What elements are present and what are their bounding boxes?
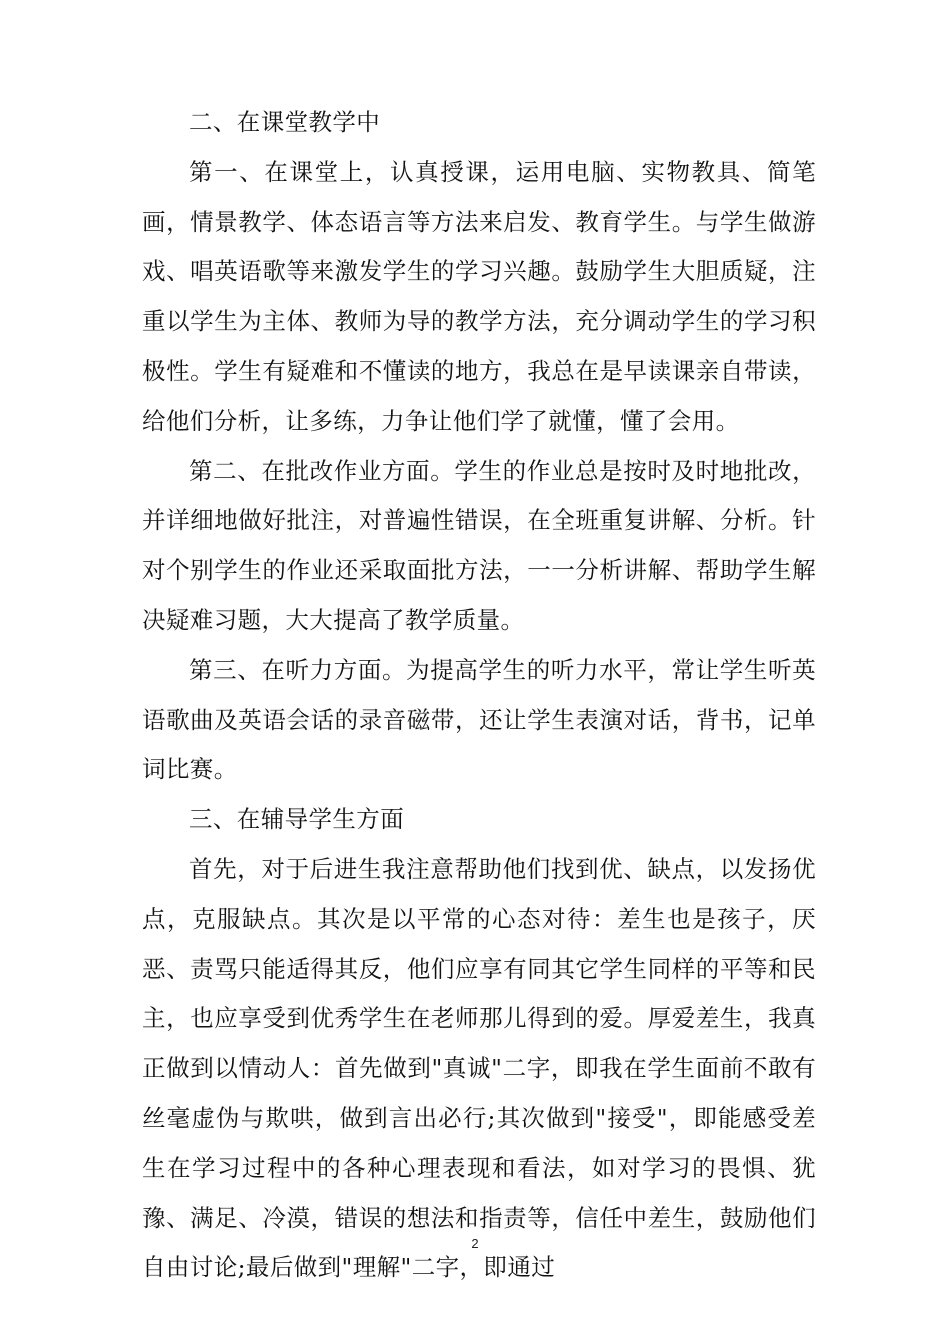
paragraph-tutoring: 首先，对于后进生我注意帮助他们找到优、缺点，以发扬优点，克服缺点。其次是以平常的心态对待：差生也是孩子，厌恶、责骂只能适得其反，他们应享有同其它学生同样的平等和民主，也应享受到优秀学生在老师那儿得到的爱。厚爱差生，我真正做到以情动人：首先做到"真诚"二字，即我在学生面前不敢有丝毫虚伪与欺哄，做到言出必行;其次做到"接受"，即能感受差生在学习过程中的各种心理表现和看法，如对学习的畏惧、犹豫、满足、冷漠，错误的想法和指责等，信任中差生，鼓励他们自由讨论;最后做到"理解"二字，即通过 — [142, 854, 816, 1282]
paragraph-listening: 第三、在听力方面。为提高学生的听力水平，常让学生听英语歌曲及英语会话的录音磁带，还让学生表演对话，背书，记单词比赛。 — [142, 655, 816, 784]
paragraph-homework: 第二、在批改作业方面。学生的作业总是按时及时地批改，并详细地做好批注，对普遍性错误，在全班重复讲解、分析。针对个别学生的作业还采取面批方法，一一分析讲解、帮助学生解决疑难习题，大大提高了教学质量。 — [142, 456, 816, 634]
page-number: 2 — [471, 1236, 479, 1251]
section-heading-classroom-teaching: 二、在课堂教学中 — [189, 108, 381, 136]
section-heading-tutoring: 三、在辅导学生方面 — [189, 805, 405, 834]
paragraph-classroom: 第一、在课堂上，认真授课，运用电脑、实物教具、简笔画，情景教学、体态语言等方法来启发、教育学生。与学生做游戏、唱英语歌等来激发学生的学习兴趣。鼓励学生大胆质疑，注重以学生为主体、教师为导的教学方法，充分调动学生的学习积极性。学生有疑难和不懂读的地方，我总在是早读课亲自带读，给他们分析，让多练，力争让他们学了就懂，懂了会用。 — [142, 157, 816, 435]
document-body — [142, 98, 816, 1293]
